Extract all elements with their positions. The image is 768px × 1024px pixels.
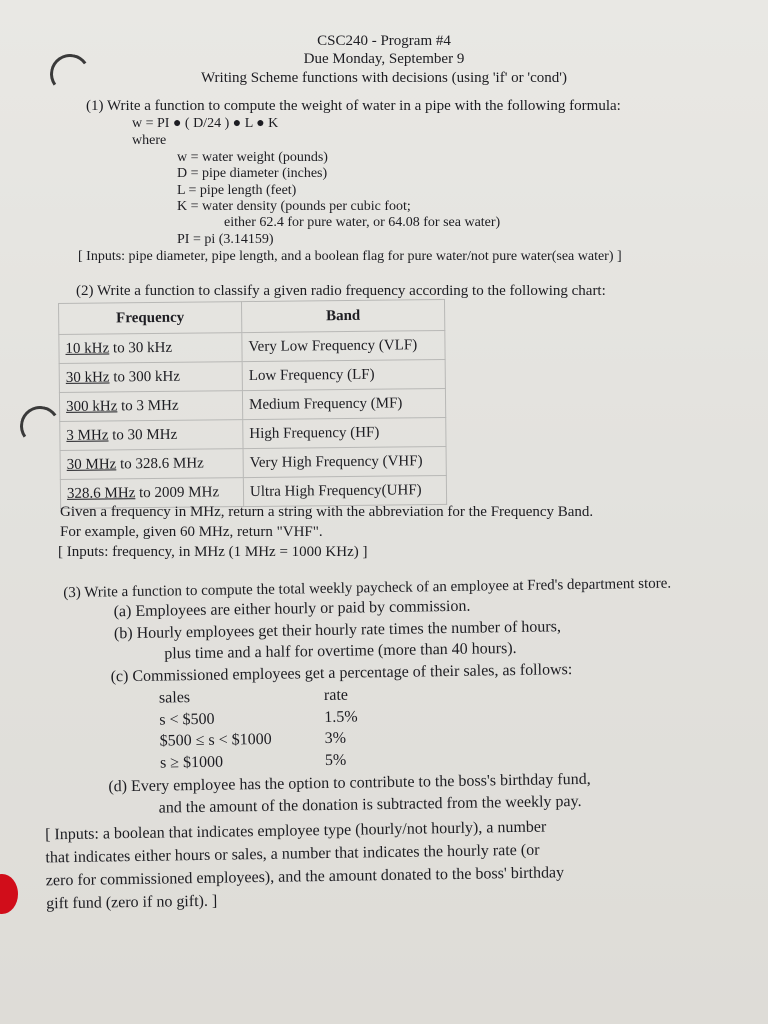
problem3-d2: and the amount of the donation is subtracted from the weekly pay. xyxy=(158,792,582,817)
red-hole-dot xyxy=(0,874,18,914)
problem3-inputs-line4: gift fund (zero if no gift). ] xyxy=(46,892,218,913)
frequency-cell: 328.6 MHz to 2009 MHz xyxy=(60,478,243,509)
rate-header: rate xyxy=(323,686,349,704)
def-w: w = water weight (pounds) xyxy=(177,150,328,165)
band-cell: Ultra High Frequency(UHF) xyxy=(243,475,446,506)
table-row xyxy=(60,417,446,450)
band-cell: Very Low Frequency (VLF) xyxy=(242,330,445,361)
table-row xyxy=(59,330,445,363)
frequency-cell: 3 MHz to 30 MHz xyxy=(60,420,243,451)
problem2-inputs: [ Inputs: frequency, in MHz (1 MHz = 1000 KHz) ] xyxy=(58,544,368,560)
band-cell: Very High Frequency (VHF) xyxy=(243,446,446,477)
problem2-intro: (2) Write a function to classify a given radio frequency according to the following chart: xyxy=(76,283,606,299)
problem3-c: (c) Commissioned employees get a percentage of their sales, as follows: xyxy=(110,661,573,686)
table-row xyxy=(59,388,445,421)
sales-tier-1: s < $500 xyxy=(159,710,215,729)
def-d: D = pipe diameter (inches) xyxy=(177,166,328,181)
band-cell: Low Frequency (LF) xyxy=(242,359,445,390)
problem3-a: (a) Employees are either hourly or paid by commission. xyxy=(113,597,471,621)
problem1-where: where xyxy=(132,133,167,148)
course-line: CSC240 - Program #4 xyxy=(317,33,451,49)
problem1-intro: (1) Write a function to compute the weight of water in a pipe with the following formula: xyxy=(86,98,621,114)
due-line: Due Monday, September 9 xyxy=(303,51,465,67)
frequency-band-table xyxy=(58,299,447,509)
band-cell: Medium Frequency (MF) xyxy=(242,388,445,419)
problem1-formula: w = PI ● ( D/24 ) ● L ● K xyxy=(132,116,279,131)
def-k: K = water density (pounds per cubic foot; xyxy=(177,199,411,214)
rate-tier-3: 5% xyxy=(324,751,347,769)
def-pi: PI = pi (3.14159) xyxy=(177,232,274,247)
def-k-values: either 62.4 for pure water, or 64.08 for sea water) xyxy=(224,215,501,230)
def-l: L = pipe length (feet) xyxy=(177,183,297,198)
band-cell: High Frequency (HF) xyxy=(243,417,446,448)
problem3-inputs-line3: zero for commissioned employees), and the amount donated to the boss' birthday xyxy=(45,864,565,890)
problem3-d1: (d) Every employee has the option to contribute to the boss's birthday fund, xyxy=(108,770,591,796)
problem3-b2: plus time and a half for overtime (more than 40 hours). xyxy=(164,639,517,663)
problem3-b1: (b) Hourly employees get their hourly rate times the number of hours, xyxy=(113,618,562,643)
sales-tier-3: s ≥ $1000 xyxy=(159,753,224,772)
problem3-inputs-line1: [ Inputs: a boolean that indicates employee type (hourly/not hourly), a number xyxy=(44,818,547,844)
table-row xyxy=(60,446,446,479)
table-header-row xyxy=(59,299,445,334)
problem3-intro: (3) Write a function to compute the total weekly paycheck of an employee at Fred's department store. xyxy=(63,575,672,602)
header-frequency: Frequency xyxy=(59,302,242,335)
rate-tier-2: 3% xyxy=(324,729,347,747)
frequency-cell: 30 MHz to 328.6 MHz xyxy=(60,449,243,480)
table-row xyxy=(59,359,445,392)
frequency-cell: 300 kHz to 3 MHz xyxy=(59,391,242,422)
frequency-cell: 30 kHz to 300 kHz xyxy=(59,362,242,393)
sales-header: sales xyxy=(158,689,191,707)
problem2-given: Given a frequency in MHz, return a string with the abbreviation for the Frequency Band. xyxy=(60,504,594,520)
header-band: Band xyxy=(241,299,444,332)
problem1-inputs: [ Inputs: pipe diameter, pipe length, and a boolean flag for pure water/not pure water(sea water) ] xyxy=(78,249,622,264)
frequency-cell: 10 kHz to 30 kHz xyxy=(59,333,242,364)
problem3-inputs-line2: that indicates either hours or sales, a number that indicates the hourly rate (or xyxy=(45,841,540,867)
punch-hole-mark-middle xyxy=(17,403,63,449)
sales-tier-2: $500 ≤ s < $1000 xyxy=(159,730,272,750)
rate-tier-1: 1.5% xyxy=(324,708,358,726)
problem2-example: For example, given 60 MHz, return "VHF". xyxy=(60,524,323,540)
topic-line: Writing Scheme functions with decisions (using 'if' or 'cond') xyxy=(201,70,567,86)
